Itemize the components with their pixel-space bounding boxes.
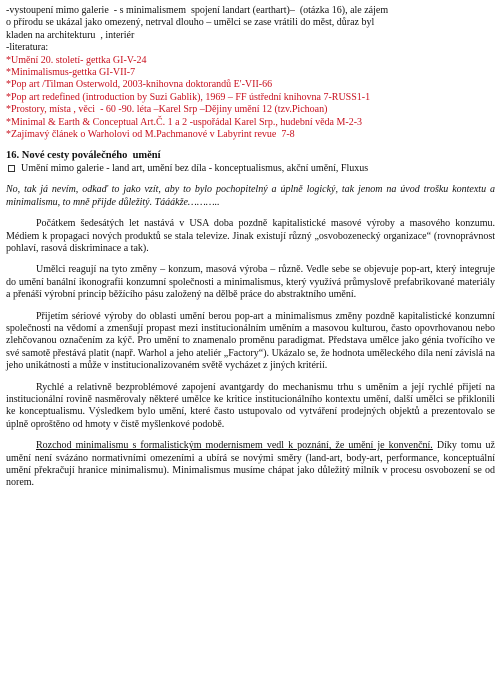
body-text (6, 218, 495, 490)
literature-item: *Pop art /Tilman Osterwold, 2003-knihovna doktorandů E'-VII-66 (6, 79, 273, 91)
literature-item: *Prostory, místa , věci - 60 -90. léta –Karel Srp –Dějiny umění 12 (tzv.Pichoan) (6, 104, 328, 116)
intro-block (6, 5, 495, 42)
section-bullet (6, 163, 495, 175)
literature-block (6, 42, 495, 141)
paragraph-last-rest: Díky tomu už umění není svázáno normativními omezeními a ubírá se novými směry (land-art, body-art, performance, konceptuální umění překračují hranice minimalismu). Minimalismus musíme chápat jako důležitý milník v procesu osvobození se od norem. (6, 440, 495, 489)
literature-heading: -literatura: (6, 42, 49, 54)
paragraph: Umělci reagují na tyto změny – konzum, masová výroba – různě. Vedle sebe se objevuje pop-art, který integruje do umění banální ikonografii konzumní společnosti a minimalismus, který využívá průmyslově prefabrikované materiály a přenáší výrobní princip běžícího pásu založený na dělbě práce do abstraktního umění. (6, 264, 495, 301)
paragraph: Počátkem šedesátých let nastává v USA doba pozdně kapitalistické masové výroby a masového konzumu. Médiem k propagaci nových produktů se stala televize. Jinak existují různý „osvobozenecký organizace“ (rovnoprávnost pohlaví, rasová diskriminace a tak). (6, 218, 495, 254)
literature-item: *Pop art redefined (introduction by Suzi Gablik), 1969 – FF ústřední knihovna 7-RUSS1-1 (6, 91, 371, 103)
intro-line: o přírodu se ukázal jako omezený, netrval dlouho – umělci se zase vrátili do měst, důraz byl (6, 17, 375, 29)
paragraph: Rychlé a relativně bezproblémové zapojení avantgardy do mechanismu trhu s uměním a její rychlé přijetí na institucionální rovině nasměrovaly některé umělce ke kritice institucionálního kontextu umění, další umělci se přiklonili ke konceptualismu. Výsledkem bylo umění, které často ustupovalo od vytváření prodejných objektů a prezentovalo se úplně oproštěno od hmoty v čistě myšlenkové podobě. (6, 381, 495, 430)
intro-line: kladen na architekturu , interiér (6, 29, 135, 41)
intro-quote: No, tak já nevím, odkaď to jako vzít, aby to bylo pochopitelný a úplně logický, tak jenom na úvod trošku kontextu a minimalismu, to mně přijde důležitý. Tááákže……….. (6, 184, 495, 208)
literature-item: *Zajímavý článek o Warholovi od M.Pachmanové v Labyrint revue 7-8 (6, 129, 295, 141)
underlined-thesis: Rozchod minimalismu s formalistickým modernismem vedl k poznání, že umění je konvenční. (36, 440, 433, 452)
literature-item: *Minimal & Earth & Conceptual Art.Č. 1 a 2 -uspořádal Karel Srp., hudební věda M-2-3 (6, 116, 363, 128)
literature-item: *Minimalismus-gettka GI-VII-7 (6, 67, 136, 79)
paragraph-last (6, 440, 495, 490)
literature-item: *Umění 20. století- gettka GI-V-24 (6, 54, 147, 66)
section-title: 16. Nové cesty poválečného umění (6, 150, 161, 162)
checkbox-bullet-icon (8, 165, 15, 172)
section-bullet-text: Umění mimo galerie - land art, umění bez díla - konceptualismus, akční umění, Fluxus (21, 162, 369, 174)
intro-line: -vystoupení mimo galerie - s minimalismem spojení landart (earthart)– (otázka 16), ale zájem (6, 5, 389, 16)
paragraph: Přijetím sériové výroby do oblasti umění berou pop-art a minimalismus změny pozdně kapitalistické konzumní společnosti na vědomí a zmenšují propast mezi institucionálním uměním a masovou kulturou, často opovrhovanou nebo zlehčovanou označením za kýč. Pro umění to znamenalo proměnu paradigmat. Představa umělce jako génia tvořícího ve své samotě přestává platit (např. Warhol a jeho ateliér „Factory“). Ukázalo se, že hodnota uměleckého díla není závislá na jeho unikátnosti a může v institucionalizovaném světě vycházet z jiných kritérií. (6, 310, 495, 372)
